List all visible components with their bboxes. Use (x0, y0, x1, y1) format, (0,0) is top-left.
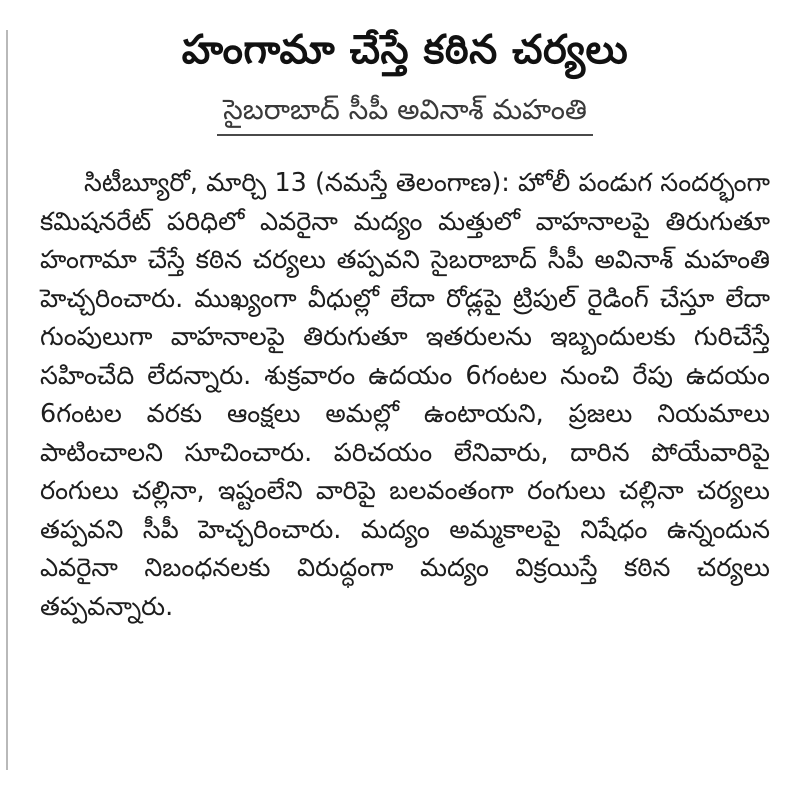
page-edge-rule (6, 30, 8, 770)
subheadline-container (40, 90, 770, 136)
news-clipping (40, 20, 770, 626)
subheadline: సైబరాబాద్ సీపీ అవినాశ్ మహంతి (217, 90, 593, 136)
article-body: సిటీబ్యూరో, మార్చి 13 (నమస్తే తెలంగాణ): హోలీ పండుగ సందర్భంగా కమిషనరేట్ పరిధిలో ఎవరైనా మద్యం మత్తులో వాహనాలపై తిరుగుతూ హంగామా చేస్తే కఠిన చర్యలు తప్పవని సైబరాబాద్ సీపీ అవినాశ్ మహంతి హెచ్చరించారు. ముఖ్యంగా వీధుల్లో లేదా రోడ్లపై ట్రిపుల్ రైడింగ్ చేస్తూ లేదా గుంపులుగా వాహనాలపై తిరుగుతూ ఇతరులను ఇబ్బందులకు గురిచేస్తే సహించేది లేదన్నారు. శుక్రవారం ఉదయం 6గంటల నుంచి రేపు ఉదయం 6గంటల వరకు ఆంక్షలు అమల్లో ఉంటాయని, ప్రజలు నియమాలు పాటించాలని సూచించారు. పరిచయం లేనివారు, దారిన పోయేవారిపై రంగులు చల్లినా, ఇష్టంలేని వారిపై బలవంతంగా రంగులు చల్లినా చర్యలు తప్పవని సీపీ హెచ్చరించారు. మద్యం అమ్మకాలపై నిషేధం ఉన్నందున ఎవరైనా నిబంధనలకు విరుద్ధంగా మద్యం విక్రయిస్తే కఠిన చర్యలు తప్పవన్నారు. (40, 168, 770, 622)
headline: హంగామా చేస్తే కఠిన చర్యలు (181, 27, 629, 73)
